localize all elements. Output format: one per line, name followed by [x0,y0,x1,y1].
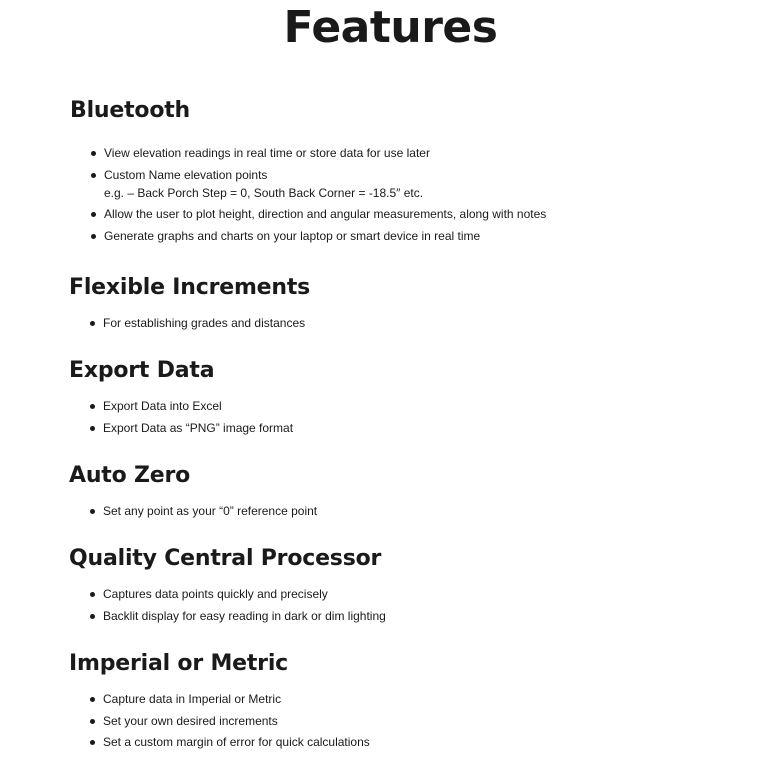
feature-list [88,314,757,332]
list-item [88,733,757,751]
section-heading: Imperial or Metric [69,651,288,676]
list-item [88,314,757,332]
section-flexible-increments [69,274,749,336]
item-text: Capture data in Imperial or Metric [103,692,282,706]
bullet-icon [90,614,95,619]
bullet-icon [90,740,95,745]
section-auto-zero [69,462,749,524]
feature-list [88,397,757,437]
feature-list [88,585,757,625]
bullet-icon [90,592,95,597]
item-text: Set your own desired increments [103,713,278,728]
list-item [89,227,757,245]
list-item [89,144,757,162]
section-heading: Export Data [69,358,215,383]
list-item [89,166,757,202]
section-heading: Auto Zero [69,463,191,488]
item-text: Set a custom margin of error for quick calculations [103,735,370,749]
bullet-icon [90,697,95,702]
item-text-example: e.g. – Back Porch Step = 0, South Back Corner = -18.5″ etc. [104,185,424,200]
list-item [89,205,757,223]
list-item [88,502,757,520]
section-export-data [69,357,749,440]
section-quality-central-processor [69,545,749,628]
bullet-icon [90,321,95,326]
feature-list [89,144,757,245]
item-text: For establishing grades and distances [103,316,306,330]
feature-list [88,502,757,520]
section-heading: Bluetooth [70,98,191,123]
bullet-icon [90,509,95,514]
list-item [88,585,757,603]
item-text: Backlit display for easy reading in dark or dim lighting [103,608,386,623]
item-text: Captures data points quickly and precisely [103,587,328,601]
section-heading: Quality Central Processor [69,546,382,571]
section-bluetooth [70,97,750,248]
bullet-icon [90,404,95,409]
item-text: Export Data as “PNG” image format [103,420,294,435]
section-heading: Flexible Increments [69,275,311,300]
list-item [88,397,757,415]
feature-list [88,690,757,751]
list-item [88,690,757,708]
bullet-icon [91,151,96,156]
item-text: Set any point as your “0” reference point [103,504,318,518]
item-text: Custom Name elevation points [104,167,268,182]
item-text: Generate graphs and charts on your laptop or smart device in real time [104,228,481,243]
list-item [88,607,757,625]
section-imperial-or-metric [69,650,749,755]
bullet-icon [90,719,95,724]
bullet-icon [91,234,96,239]
page-title: Features [283,2,498,53]
bullet-icon [91,212,96,217]
item-text: View elevation readings in real time or store data for use later [104,146,430,160]
list-item [88,419,757,437]
bullet-icon [90,426,95,431]
list-item [88,712,757,730]
bullet-icon [91,173,96,178]
item-text: Allow the user to plot height, direction and angular measurements, along with notes [104,207,547,221]
item-text: Export Data into Excel [103,399,222,413]
